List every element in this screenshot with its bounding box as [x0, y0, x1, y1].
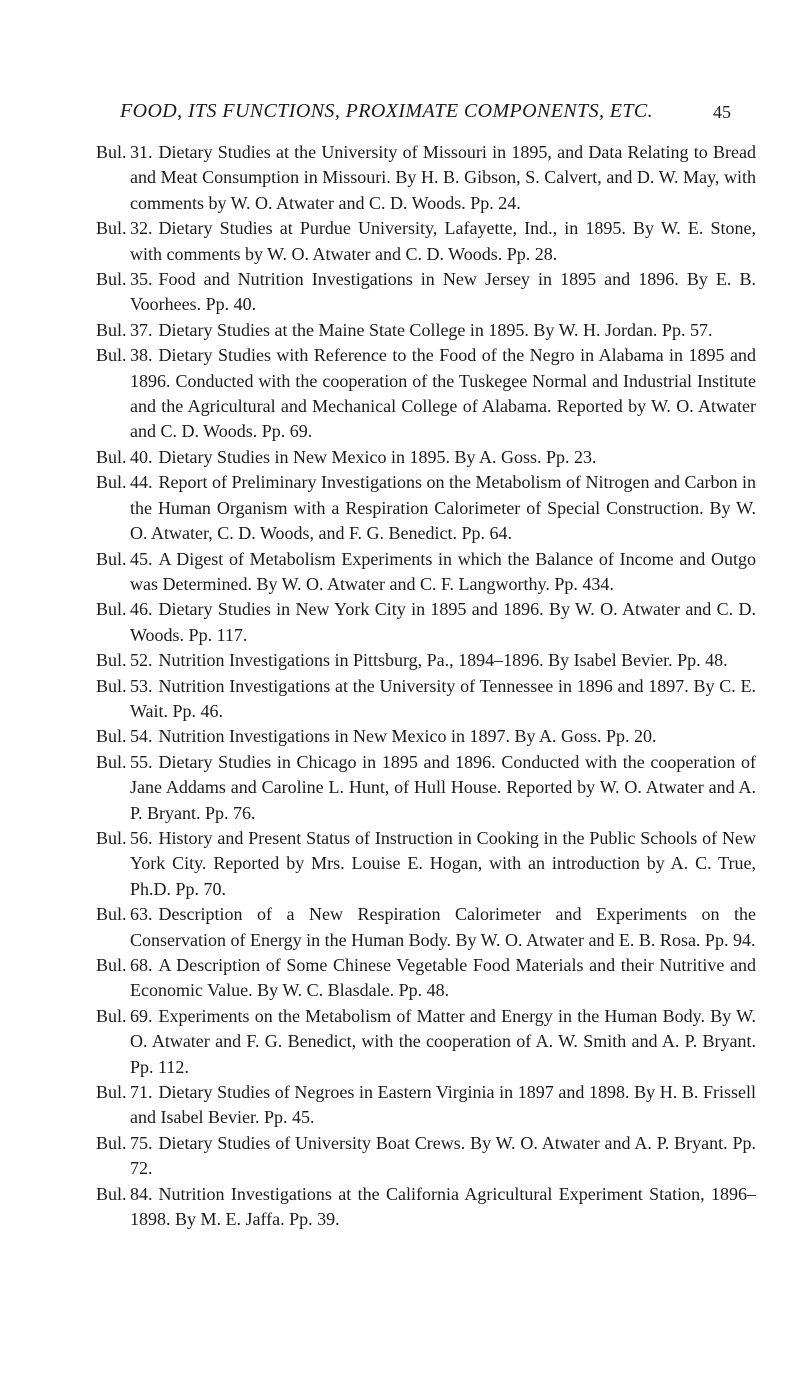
- entry-text: Food and Nutrition Investigations in New Jersey in 1895 and 1896. By E. B. Voorhees. Pp. 40.: [130, 269, 756, 315]
- bulletin-entry: [96, 1080, 756, 1131]
- entry-number: 54.: [130, 726, 153, 747]
- bulletin-entry: [96, 267, 756, 318]
- entry-number: 63.: [130, 904, 153, 925]
- entry-text: Dietary Studies with Reference to the Food of the Negro in Alabama in 1895 and 1896. Conducted with the cooperation of the Tuskegee Normal and Industrial Institute and the Agricultural and Mechanical College of Alabama. Reported by W. O. Atwater and C. D. Woods. Pp. 69.: [130, 345, 756, 442]
- entry-number: 68.: [130, 955, 153, 975]
- entry-text: Nutrition Investigations in New Mexico in 1897. By A. Goss. Pp. 20.: [158, 726, 657, 747]
- entry-prefix: Bul.: [96, 827, 127, 848]
- entry-prefix: Bul.: [96, 751, 127, 772]
- entry-number: 69.: [130, 1005, 153, 1026]
- bulletin-entry: [96, 470, 756, 546]
- entry-number: 75.: [130, 1132, 153, 1153]
- running-head: [0, 100, 800, 134]
- bulletin-list: [96, 140, 756, 1232]
- entry-text: A Digest of Metabolism Experiments in which the Balance of Income and Outgo was Determined. By W. O. Atwater and C. F. Langworthy. Pp. 434.: [130, 548, 756, 594]
- entry-number: 52.: [130, 650, 153, 671]
- entry-text: Nutrition Investigations in Pittsburg, Pa., 1894–1896. By Isabel Bevier. Pp. 48.: [158, 650, 728, 671]
- entry-prefix: Bul.: [96, 345, 127, 366]
- entry-number: 37.: [130, 319, 153, 340]
- entry-prefix: Bul.: [96, 1005, 127, 1026]
- entry-text: Report of Preliminary Investigations on the Metabolism of Nitrogen and Carbon in the Human Organism with a Respiration Calorimeter of Special Construction. By W. O. Atwater, C. D. Woods, and F. G. Benedict. Pp. 64.: [130, 472, 756, 544]
- bulletin-entry: [96, 750, 756, 826]
- entry-number: 53.: [130, 675, 153, 696]
- entry-text: Dietary Studies at the University of Missouri in 1895, and Data Relating to Bread and Meat Consumption in Missouri. By H. B. Gibson, S. Calvert, and D. W. May, with comments by W. O. Atwater and C. D. Woods. Pp. 24.: [130, 142, 756, 213]
- entry-text: Dietary Studies of University Boat Crews. By W. O. Atwater and A. P. Bryant. Pp. 72.: [130, 1132, 756, 1179]
- entry-prefix: Bul.: [96, 1183, 127, 1204]
- entry-prefix: Bul.: [96, 904, 127, 925]
- bulletin-entry: [96, 318, 756, 343]
- entry-text: History and Present Status of Instruction in Cooking in the Public Schools of New York City. Reported by Mrs. Louise E. Hogan, with an introduction by A. C. True, Ph.D. Pp. 70.: [130, 827, 756, 899]
- bulletin-entry: [96, 445, 756, 470]
- bulletin-entry: [96, 343, 756, 445]
- entry-prefix: Bul.: [96, 446, 127, 467]
- entry-number: 38.: [130, 345, 153, 366]
- bulletin-entry: [96, 1182, 756, 1233]
- entry-prefix: Bul.: [96, 1132, 127, 1153]
- entry-prefix: Bul.: [96, 472, 127, 493]
- entry-text: Dietary Studies of Negroes in Eastern Virginia in 1897 and 1898. By H. B. Frissell and Isabel Bevier. Pp. 45.: [130, 1082, 756, 1128]
- entry-prefix: Bul.: [96, 675, 127, 696]
- entry-text: A Description of Some Chinese Vegetable Food Materials and their Nutritive and Economic Value. By W. C. Blasdale. Pp. 48.: [130, 955, 756, 1001]
- entry-number: 45.: [130, 548, 153, 569]
- bulletin-entry: [96, 1131, 756, 1182]
- entry-number: 56.: [130, 827, 153, 848]
- entry-prefix: Bul.: [96, 218, 127, 239]
- entry-text: Dietary Studies at the Maine State College in 1895. By W. H. Jordan. Pp. 57.: [158, 319, 713, 340]
- bulletin-entry: [96, 216, 756, 267]
- entry-text: Experiments on the Metabolism of Matter and Energy in the Human Body. By W. O. Atwater and F. G. Benedict, with the cooperation of A. W. Smith and A. P. Bryant. Pp. 112.: [130, 1005, 756, 1077]
- entry-number: 40.: [130, 446, 153, 467]
- entry-prefix: Bul.: [96, 142, 127, 162]
- running-head-title: FOOD, ITS FUNCTIONS, PROXIMATE COMPONENTS, ETC.: [120, 100, 654, 122]
- bulletin-entry: [96, 826, 756, 902]
- entry-number: 46.: [130, 599, 153, 620]
- entry-prefix: Bul.: [96, 650, 127, 671]
- bulletin-entry: [96, 547, 756, 598]
- entry-text: Description of a New Respiration Calorimeter and Experiments on the Conservation of Energy in the Human Body. By W. O. Atwater and E. B. Rosa. Pp. 94.: [130, 904, 756, 950]
- entry-number: 32.: [130, 218, 153, 239]
- bulletin-entry: [96, 953, 756, 1004]
- entry-text: Dietary Studies in New York City in 1895 and 1896. By W. O. Atwater and C. D. Woods. Pp. 117.: [130, 599, 756, 645]
- entry-number: 31.: [130, 142, 153, 162]
- entry-prefix: Bul.: [96, 269, 127, 290]
- bulletin-entry: [96, 597, 756, 648]
- entry-text: Nutrition Investigations at the California Agricultural Experiment Station, 1896–1898. By M. E. Jaffa. Pp. 39.: [130, 1183, 756, 1230]
- entry-text: Dietary Studies in Chicago in 1895 and 1896. Conducted with the cooperation of Jane Addams and Caroline L. Hunt, of Hull House. Reported by W. O. Atwater and A. P. Bryant. Pp. 76.: [130, 751, 756, 823]
- entry-prefix: Bul.: [96, 955, 127, 975]
- entry-text: Dietary Studies in New Mexico in 1895. By A. Goss. Pp. 23.: [158, 446, 597, 467]
- entry-prefix: Bul.: [96, 599, 127, 620]
- entry-prefix: Bul.: [96, 726, 127, 747]
- page-number: 45: [713, 102, 731, 122]
- entry-text: Dietary Studies at Purdue University, Lafayette, Ind., in 1895. By W. E. Stone, with comments by W. O. Atwater and C. D. Woods. Pp. 28.: [130, 218, 756, 264]
- bulletin-entry: [96, 140, 756, 216]
- entry-prefix: Bul.: [96, 319, 127, 340]
- entry-prefix: Bul.: [96, 548, 127, 569]
- entry-number: 35.: [130, 269, 153, 290]
- entry-text: Nutrition Investigations at the University of Tennessee in 1896 and 1897. By C. E. Wait. Pp. 46.: [130, 675, 756, 721]
- bulletin-entry: [96, 674, 756, 725]
- entry-prefix: Bul.: [96, 1082, 127, 1103]
- entry-number: 55.: [130, 751, 153, 772]
- entry-number: 71.: [130, 1082, 153, 1103]
- entry-number: 84.: [130, 1183, 153, 1204]
- bulletin-entry: [96, 902, 756, 953]
- entry-number: 44.: [130, 472, 153, 493]
- bulletin-entry: [96, 724, 756, 749]
- bulletin-entry: [96, 648, 756, 673]
- bulletin-entry: [96, 1004, 756, 1080]
